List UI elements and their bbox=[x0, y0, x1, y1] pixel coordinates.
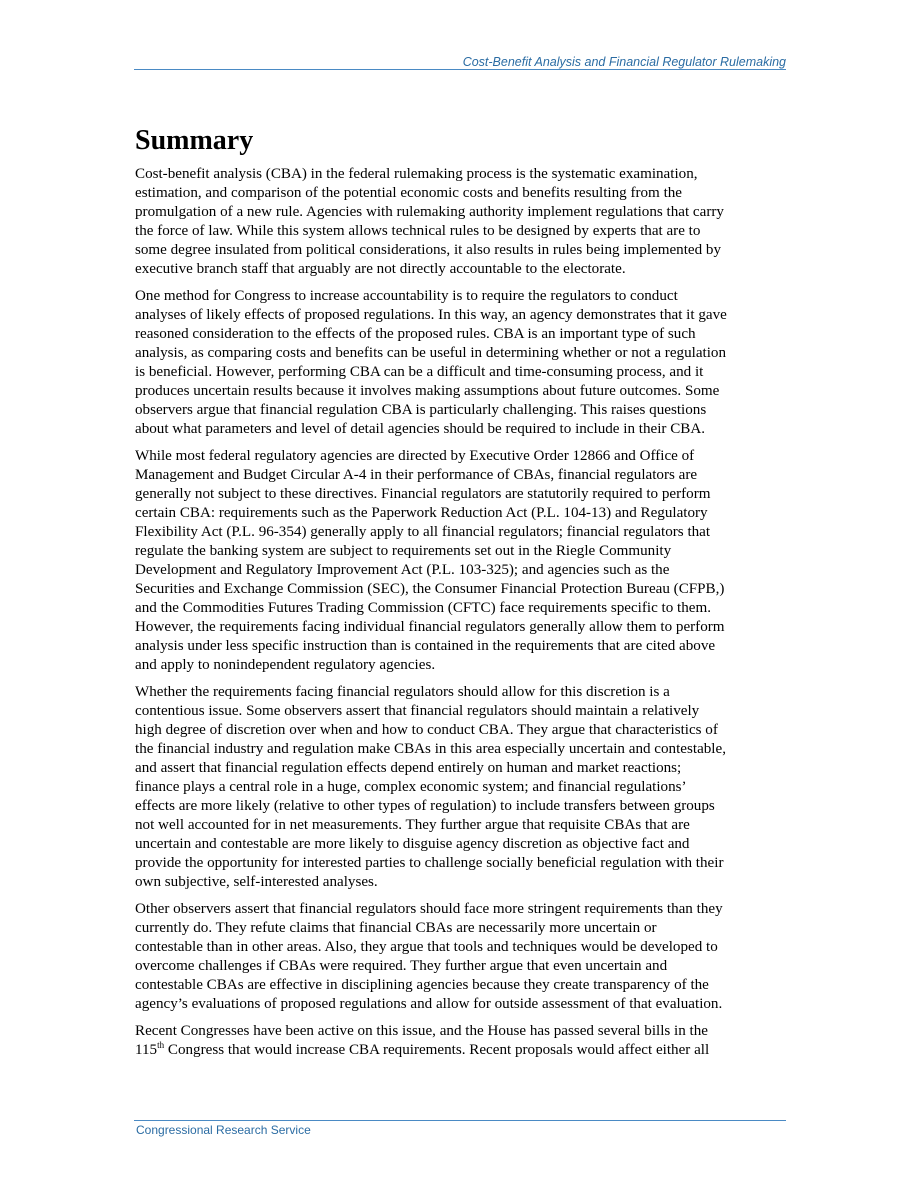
summary-paragraph-4: Whether the requirements facing financial regulators should allow for this discretion is a contentious issue. Some observers assert that financial regulators should maintain a relatively high degree of discretion over when and how to conduct CBA. They argue that characteristics of the financial industry and regulation make CBAs in this area especially uncertain and contestable, and assert that financial regulation effects depend entirely on human and market reactions; finance plays a central role in a huge, complex economic system; and financial regulations’ effects are more likely (relative to other types of regulation) to include transfers between groups not well accounted for in net measurements. They further argue that requisite CBAs that are uncertain and contestable are more likely to disguise agency discretion as objective fact and provide the opportunity for interested parties to challenge socially beneficial regulation with their own subjective, self-interested analyses. bbox=[135, 684, 726, 890]
running-header-title: Cost-Benefit Analysis and Financial Regulator Rulemaking bbox=[462, 55, 786, 69]
page-body bbox=[135, 124, 787, 1068]
footer-divider bbox=[134, 1120, 786, 1121]
summary-paragraph-5: Other observers assert that financial regulators should face more stringent requirements than they currently do. They refute claims that financial CBAs are necessarily more uncertain or contestable than in other areas. Also, they argue that tools and techniques would be developed to overcome challenges if CBAs were required. They further argue that even uncertain and contestable CBAs are effective in disciplining agencies because they create transparency of the agency’s evaluations of proposed regulations and allow for outside assessment of that evaluation. bbox=[135, 901, 723, 1012]
summary-paragraph-2: One method for Congress to increase accountability is to require the regulators to conduct analyses of likely effects of proposed regulations. In this way, an agency demonstrates that it gave reasoned consideration to the effects of the proposed rules. CBA is an important type of such analysis, as comparing costs and benefits can be useful in determining whether or not a regulation is beneficial. However, performing CBA can be a difficult and time-consuming process, and it produces uncertain results because it involves making assumptions about future outcomes. Some observers argue that financial regulation CBA is particularly challenging. This raises questions about what parameters and level of detail agencies should be required to include in their CBA. bbox=[135, 288, 727, 437]
ordinal-superscript: th bbox=[157, 1039, 165, 1050]
summary-paragraph-6-start: Recent Congresses have been active on this issue, and the House has passed several bills in the 115 bbox=[135, 1023, 708, 1058]
summary-heading: Summary bbox=[135, 125, 254, 156]
summary-paragraph-1: Cost-benefit analysis (CBA) in the federal rulemaking process is the systematic examination, estimation, and comparison of the potential economic costs and benefits resulting from the promulgation of a new rule. Agencies with rulemaking authority implement regulations that carry the force of law. While this system allows technical rules to be designed by experts that are to some degree insulated from political considerations, it also results in rules being implemented by executive branch staff that arguably are not directly accountable to the electorate. bbox=[135, 166, 724, 277]
summary-paragraph-6 bbox=[135, 1022, 787, 1060]
summary-paragraph-3: While most federal regulatory agencies are directed by Executive Order 12866 and Office of Management and Budget Circular A-4 in their performance of CBAs, financial regulators are generally not subject to these directives. Financial regulators are statutorily required to perform certain CBA: requirements such as the Paperwork Reduction Act (P.L. 104-13) and Regulatory Flexibility Act (P.L. 96-354) generally apply to all financial regulators; financial regulators that regulate the banking system are subject to requirements set out in the Riegle Community Development and Regulatory Improvement Act (P.L. 103-325); and agencies such as the Securities and Exchange Commission (SEC), the Consumer Financial Protection Bureau (CFPB,) and the Commodities Futures Trading Commission (CFTC) face requirements specific to them. However, the requirements facing individual financial regulators generally allow them to perform analysis under less specific instruction than is contained in the requirements that are cited above and apply to nonindependent regulatory agencies. bbox=[135, 448, 725, 673]
footer-publisher: Congressional Research Service bbox=[136, 1123, 311, 1137]
header-divider bbox=[134, 69, 786, 70]
summary-paragraph-6-end: Congress that would increase CBA requirements. Recent proposals would affect either all bbox=[164, 1042, 710, 1058]
